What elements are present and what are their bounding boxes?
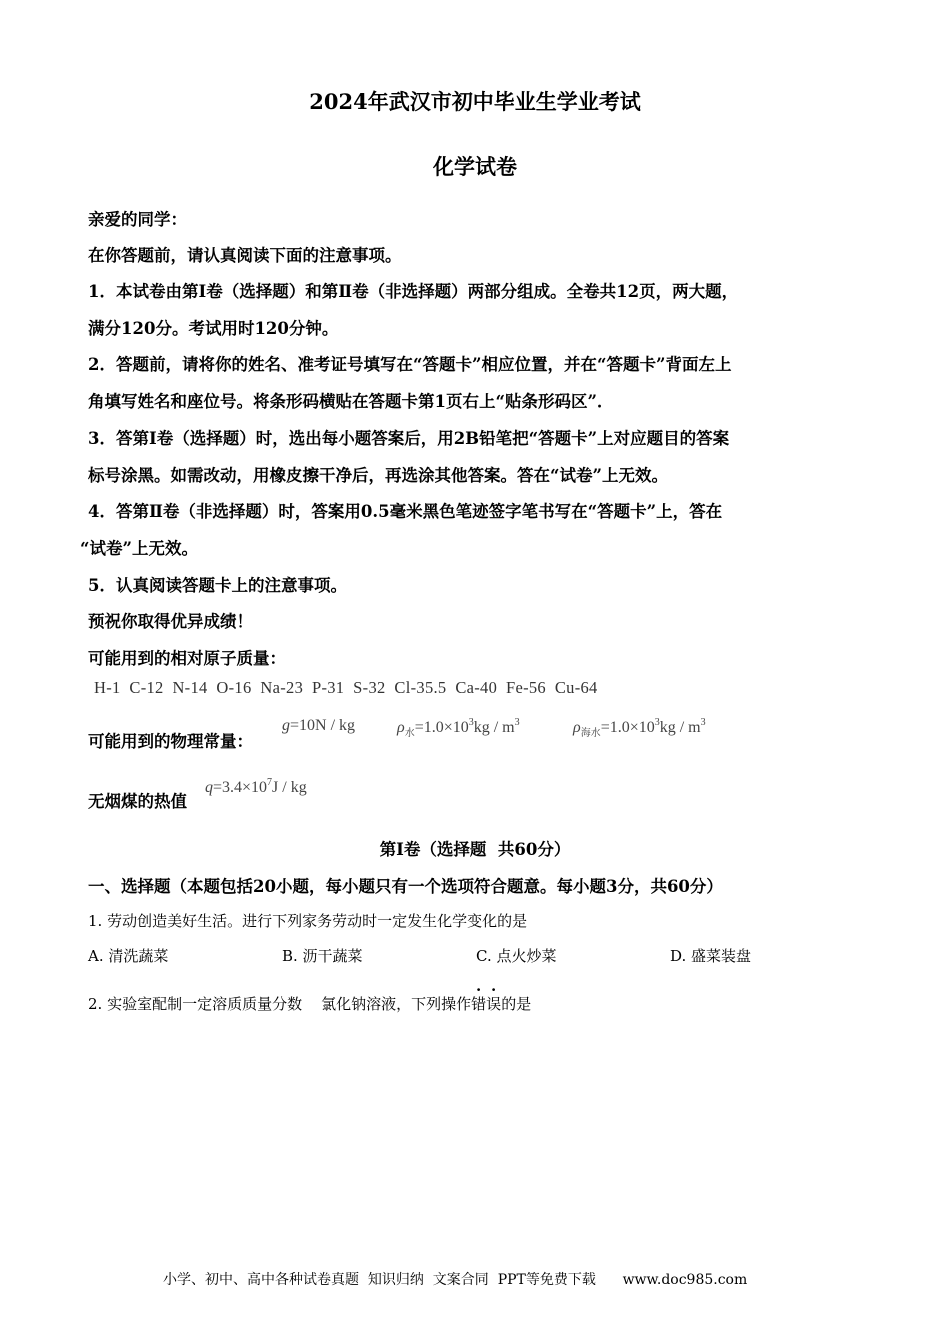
q-exponent: 7 — [267, 777, 273, 788]
coal-heat-label: 无烟煤的热值 — [88, 792, 187, 811]
seawater-subscript: 海水 — [580, 728, 601, 739]
note-line: 满分120分。考试用时120分钟。 — [88, 319, 339, 338]
note-line: 标号涂黑。如需改动，用橡皮擦干净后，再选涂其他答案。答在“试卷”上无效。 — [88, 466, 668, 485]
part-heading: 一、选择题（本题包括20小题，每小题只有一个选项符合题意。每小题3分，共60分） — [88, 877, 723, 896]
atomic-mass-list: H-1 C-12 N-14 O-16 Na-23 P-31 S-32 Cl-35.5 Ca-40 Fe-56 Cu-64 — [94, 678, 598, 697]
gravity-constant — [282, 717, 355, 735]
seawater-mantissa: =1.0×10 — [600, 719, 655, 736]
instructions-lead: 在你答题前，请认真阅读下面的注意事项。 — [88, 246, 402, 265]
q-mantissa: =3.4×10 — [213, 779, 268, 796]
note-line: 5．认真阅读答题卡上的注意事项。 — [88, 576, 347, 595]
water-exponent: 3 — [468, 717, 474, 728]
emphasis-char: 误 — [486, 995, 502, 1013]
note-line: 2．答题前，请将你的姓名、准考证号填写在“答题卡”相应位置，并在“答题卡”背面左上 — [88, 355, 732, 374]
atomic-mass-label: 可能用到的相对原子质量： — [88, 649, 286, 668]
seawater-unit-exponent: 3 — [700, 717, 706, 728]
question-2-stem — [88, 993, 531, 1014]
seawater-density — [573, 717, 706, 739]
question-2-stem-end: 的是 — [501, 995, 532, 1013]
question-1-option-c[interactable]: C. 点火炒菜 — [476, 947, 557, 965]
water-unit: kg / m — [473, 719, 515, 736]
rho-symbol: ρ — [573, 719, 581, 736]
greeting: 亲爱的同学： — [88, 210, 187, 229]
rho-symbol: ρ — [397, 719, 405, 736]
page-footer: 小学、初中、高中各种试卷真题 知识归纳 文案合同 PPT等免费下载 www.doc985.com — [163, 1272, 748, 1288]
water-unit-exponent: 3 — [514, 717, 520, 728]
water-mantissa: =1.0×10 — [414, 719, 469, 736]
question-2-stem-start: 2. 实验室配制一定溶质质量分数 氯化钠溶液，下列操作 — [88, 995, 472, 1013]
water-density — [397, 717, 520, 739]
section-heading: 第Ⅰ卷（选择题 共60分） — [379, 840, 571, 859]
question-1-option-b[interactable]: B. 沥干蔬菜 — [282, 947, 363, 965]
q-unit: J / kg — [272, 779, 307, 796]
seawater-unit: kg / m — [659, 719, 701, 736]
g-symbol: g — [282, 717, 290, 734]
question-1-option-d[interactable]: D. 盛菜装盘 — [670, 947, 752, 965]
physics-constants-label: 可能用到的物理常量： — [88, 732, 253, 751]
note-line: 3．答第Ⅰ卷（选择题）时，选出每小题答案后，用2B铅笔把“答题卡”上对应题目的答案 — [88, 429, 730, 448]
exam-subtitle: 化学试卷 — [433, 154, 517, 179]
g-value: =10N / kg — [290, 717, 356, 734]
coal-heat-value — [205, 777, 307, 797]
exam-title: 2024年武汉市初中毕业生学业考试 — [309, 89, 641, 114]
seawater-exponent: 3 — [654, 717, 660, 728]
note-line: 4．答第Ⅱ卷（非选择题）时，答案用0.5毫米黑色笔迹签字笔书写在“答题卡”上，答在 — [88, 502, 723, 521]
question-1-stem: 1. 劳动创造美好生活。进行下列家务劳动时一定发生化学变化的是 — [88, 912, 528, 930]
note-line: 1．本试卷由第Ⅰ卷（选择题）和第Ⅱ卷（非选择题）两部分组成。全卷共12页，两大题， — [88, 282, 739, 301]
emphasis-char: 错 — [471, 995, 487, 1013]
question-1-option-a[interactable]: A. 清洗蔬菜 — [88, 947, 169, 965]
q-symbol: q — [205, 779, 213, 796]
water-subscript: 水 — [404, 728, 415, 739]
note-line: “试卷”上无效。 — [80, 539, 198, 558]
note-line: 角填写姓名和座位号。将条形码横贴在答题卡第1页右上“贴条形码区”． — [88, 392, 614, 411]
wish-line: 预祝你取得优异成绩！ — [88, 612, 253, 631]
